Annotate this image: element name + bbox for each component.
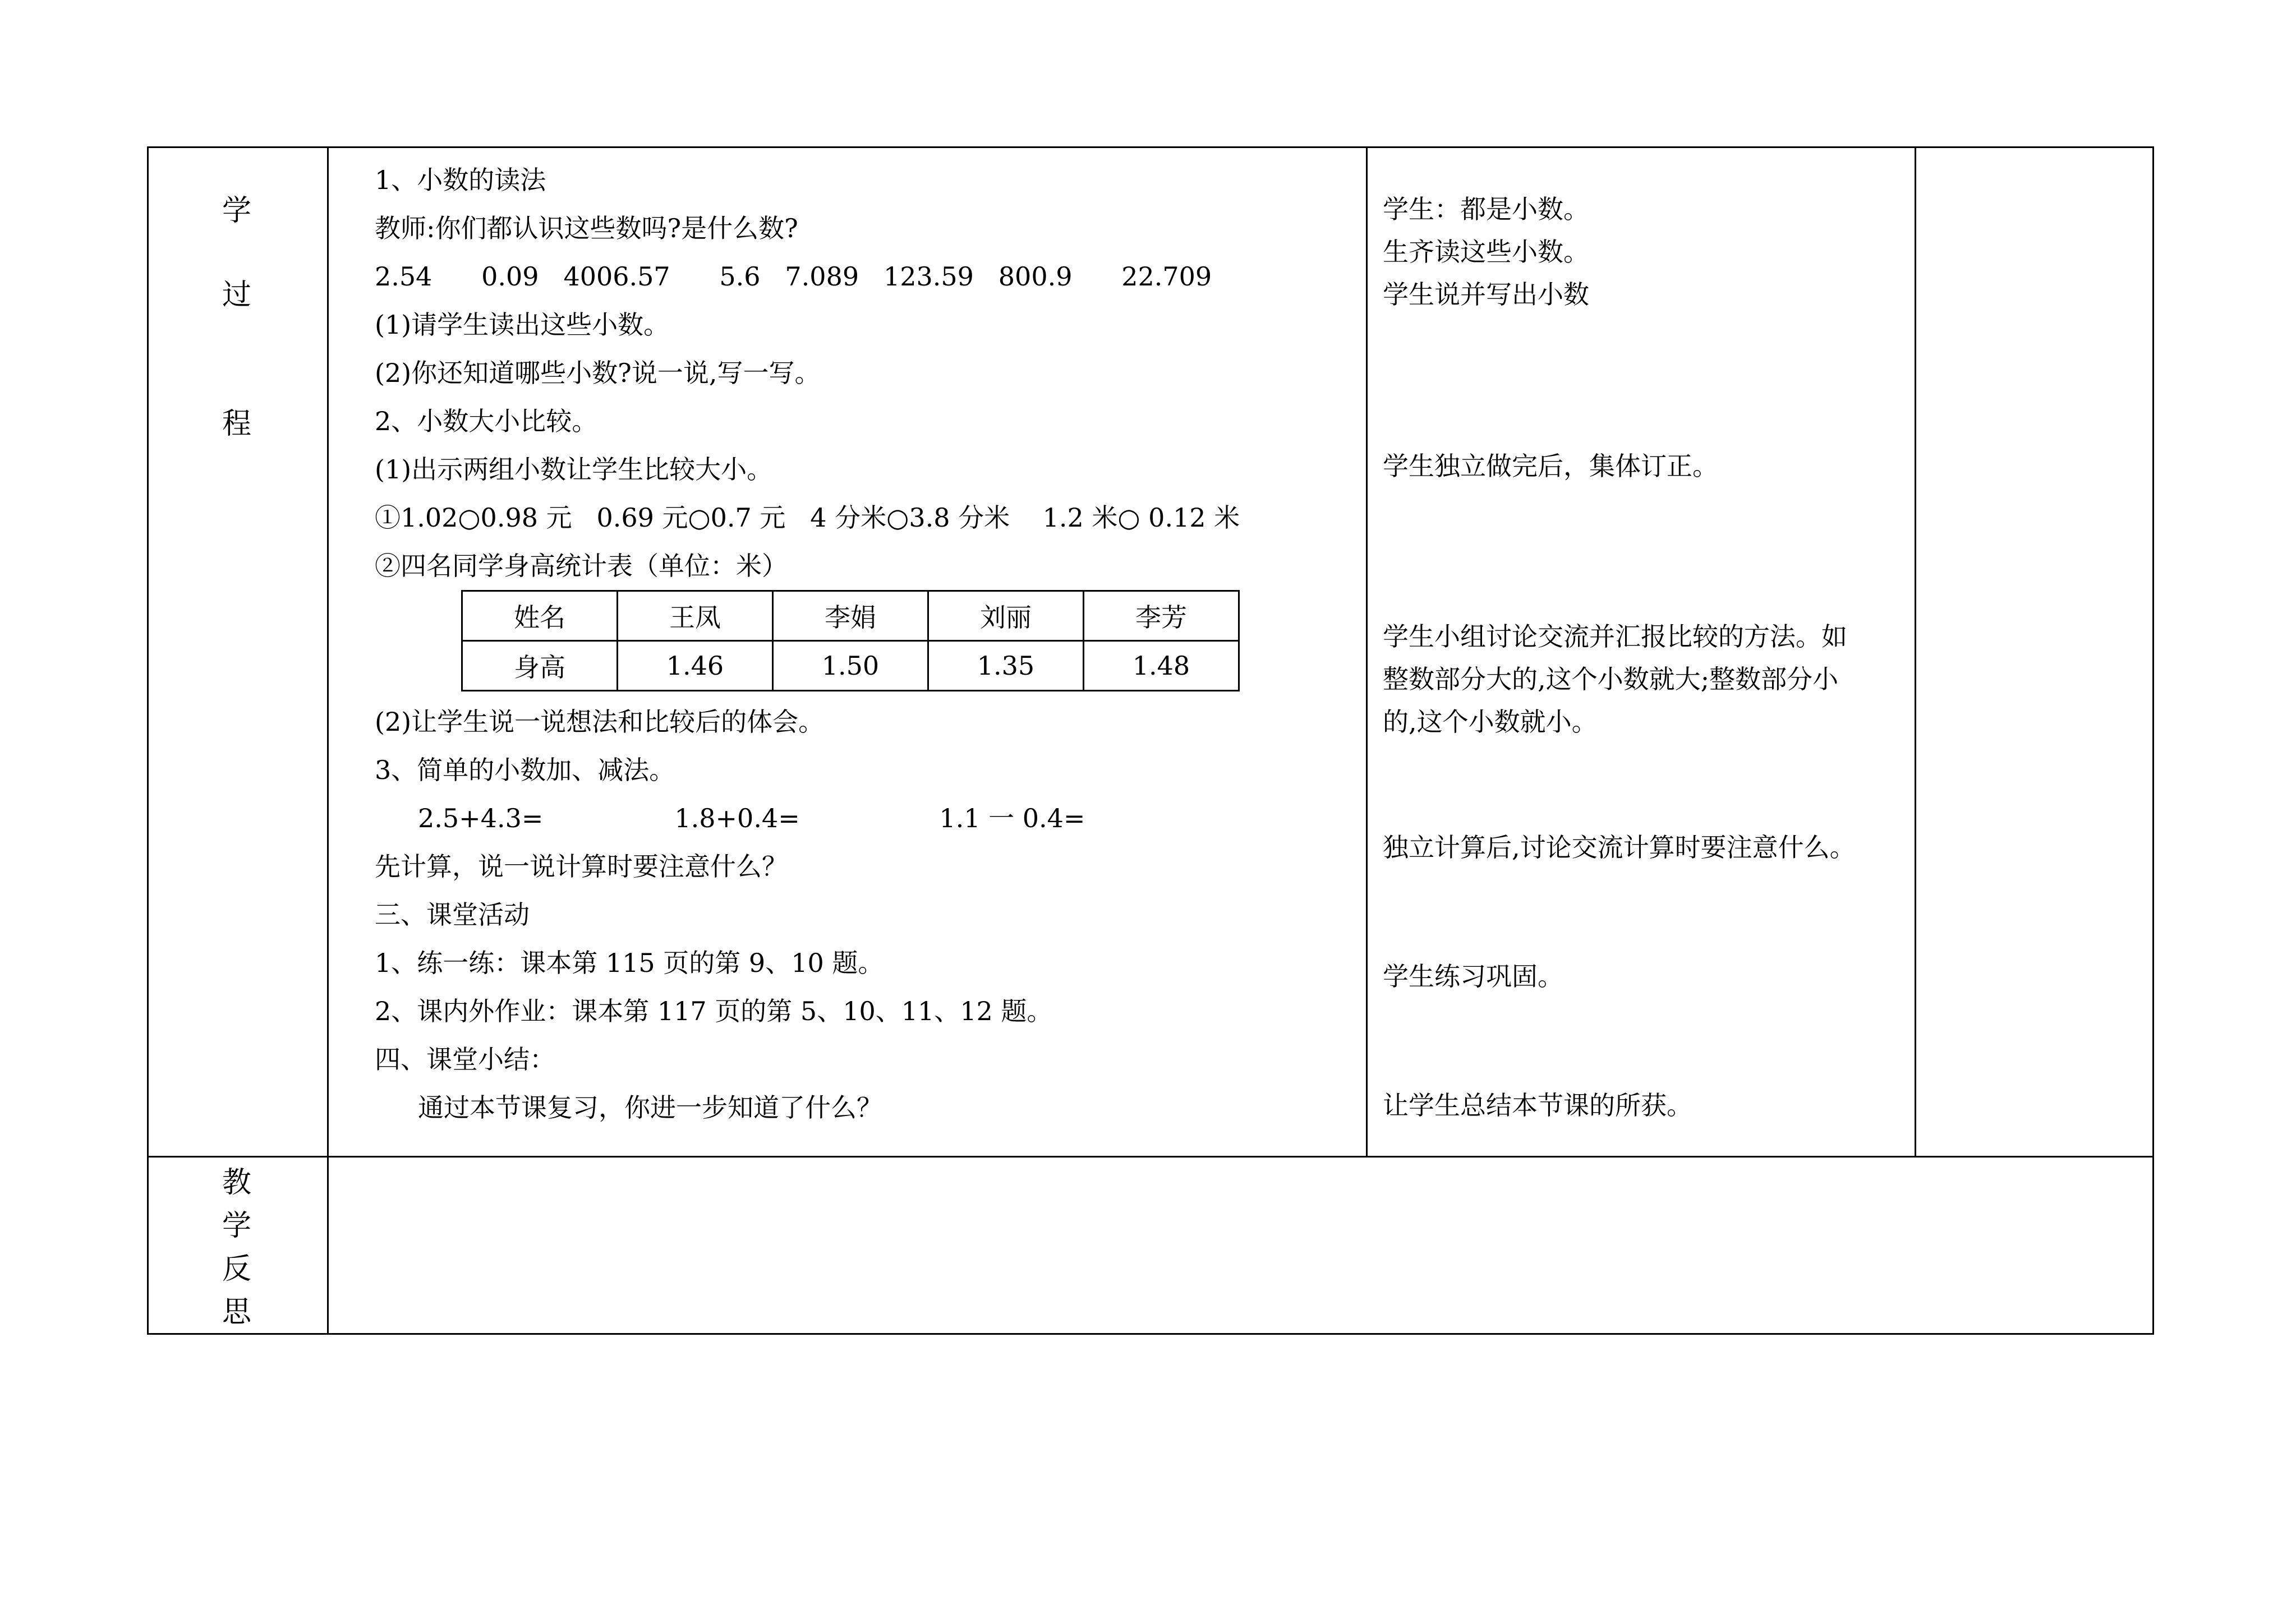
- content-line: ①1.02○0.98 元 0.69 元○0.7 元 4 分米○3.8 分米 1.2 米○ 0.12 米: [375, 502, 1240, 533]
- height-statistics-table: [461, 590, 1240, 691]
- table-header-cell: 刘丽: [928, 591, 1084, 641]
- student-activity-line: 生齐读这些小数。: [1383, 237, 1589, 267]
- table-row: [462, 591, 1239, 641]
- student-activity-line: 整数部分大的,这个小数就大;整数部分小: [1383, 664, 1839, 694]
- content-line: (1)请学生读出这些小数。: [375, 310, 670, 340]
- student-activity-line: 的,这个小数就小。: [1383, 707, 1598, 737]
- content-line: (2)让学生说一说想法和比较后的体会。: [375, 707, 825, 737]
- side-label-char: 学: [222, 194, 251, 228]
- content-line: 3、简单的小数加、减法。: [375, 755, 675, 785]
- table-header-cell: 王凤: [618, 591, 773, 641]
- content-line: 通过本节课复习，你进一步知道了什么？: [418, 1092, 882, 1123]
- student-activity-line: 学生练习巩固。: [1383, 961, 1563, 992]
- column-divider-content: [1366, 146, 1368, 1157]
- student-activity-line: 学生：都是小数。: [1383, 194, 1589, 224]
- side-label-char: 学: [222, 1209, 251, 1243]
- content-line: 2、小数大小比较。: [375, 406, 598, 436]
- side-label-char: 程: [222, 407, 251, 441]
- content-line: 2.54 0.09 4006.57 5.6 7.089 123.59 800.9 22.709: [375, 261, 1212, 292]
- table-cell: 身高: [462, 641, 618, 691]
- table-row: [462, 641, 1239, 691]
- student-activity-line: 学生说并写出小数: [1383, 279, 1589, 310]
- student-activity-line: 学生小组讨论交流并汇报比较的方法。如: [1383, 621, 1847, 652]
- content-line: 1、练一练：课本第 115 页的第 9、10 题。: [375, 948, 884, 978]
- side-label-char: 反: [222, 1252, 251, 1286]
- table-cell: 1.50: [773, 641, 928, 691]
- content-line: (2)你还知道哪些小数?说一说,写一写。: [375, 358, 821, 388]
- student-activity-line: 让学生总结本节课的所获。: [1383, 1090, 1692, 1121]
- student-activity-line: 学生独立做完后，集体订正。: [1383, 451, 1718, 481]
- table-header-cell: 李娟: [773, 591, 928, 641]
- side-label-char: 过: [222, 278, 251, 312]
- row-divider: [147, 1156, 2154, 1158]
- table-cell: 1.35: [928, 641, 1084, 691]
- content-line: 先计算，说一说计算时要注意什么？: [375, 851, 788, 882]
- content-line: 三、课堂活动: [375, 900, 530, 930]
- content-line: 教师:你们都认识这些数吗?是什么数?: [375, 213, 798, 243]
- content-line: ②四名同学身高统计表（单位：米）: [375, 551, 788, 581]
- side-label-char: 思: [222, 1295, 251, 1329]
- content-line: (1)出示两组小数让学生比较大小。: [375, 454, 773, 485]
- content-line: 四、课堂小结：: [375, 1044, 555, 1075]
- content-line: 2、课内外作业：课本第 117 页的第 5、10、11、12 题。: [375, 996, 1053, 1026]
- content-line: 1、小数的读法: [375, 165, 546, 195]
- table-header-cell: 李芳: [1084, 591, 1239, 641]
- table-cell: 1.46: [618, 641, 773, 691]
- table-cell: 1.48: [1084, 641, 1239, 691]
- side-label-char: 教: [222, 1166, 251, 1200]
- student-activity-line: 独立计算后,讨论交流计算时要注意什么。: [1383, 832, 1856, 863]
- column-divider-student: [1915, 146, 1916, 1157]
- content-line: 2.5+4.3= 1.8+0.4= 1.1 一 0.4=: [418, 803, 1085, 833]
- table-header-cell: 姓名: [462, 591, 618, 641]
